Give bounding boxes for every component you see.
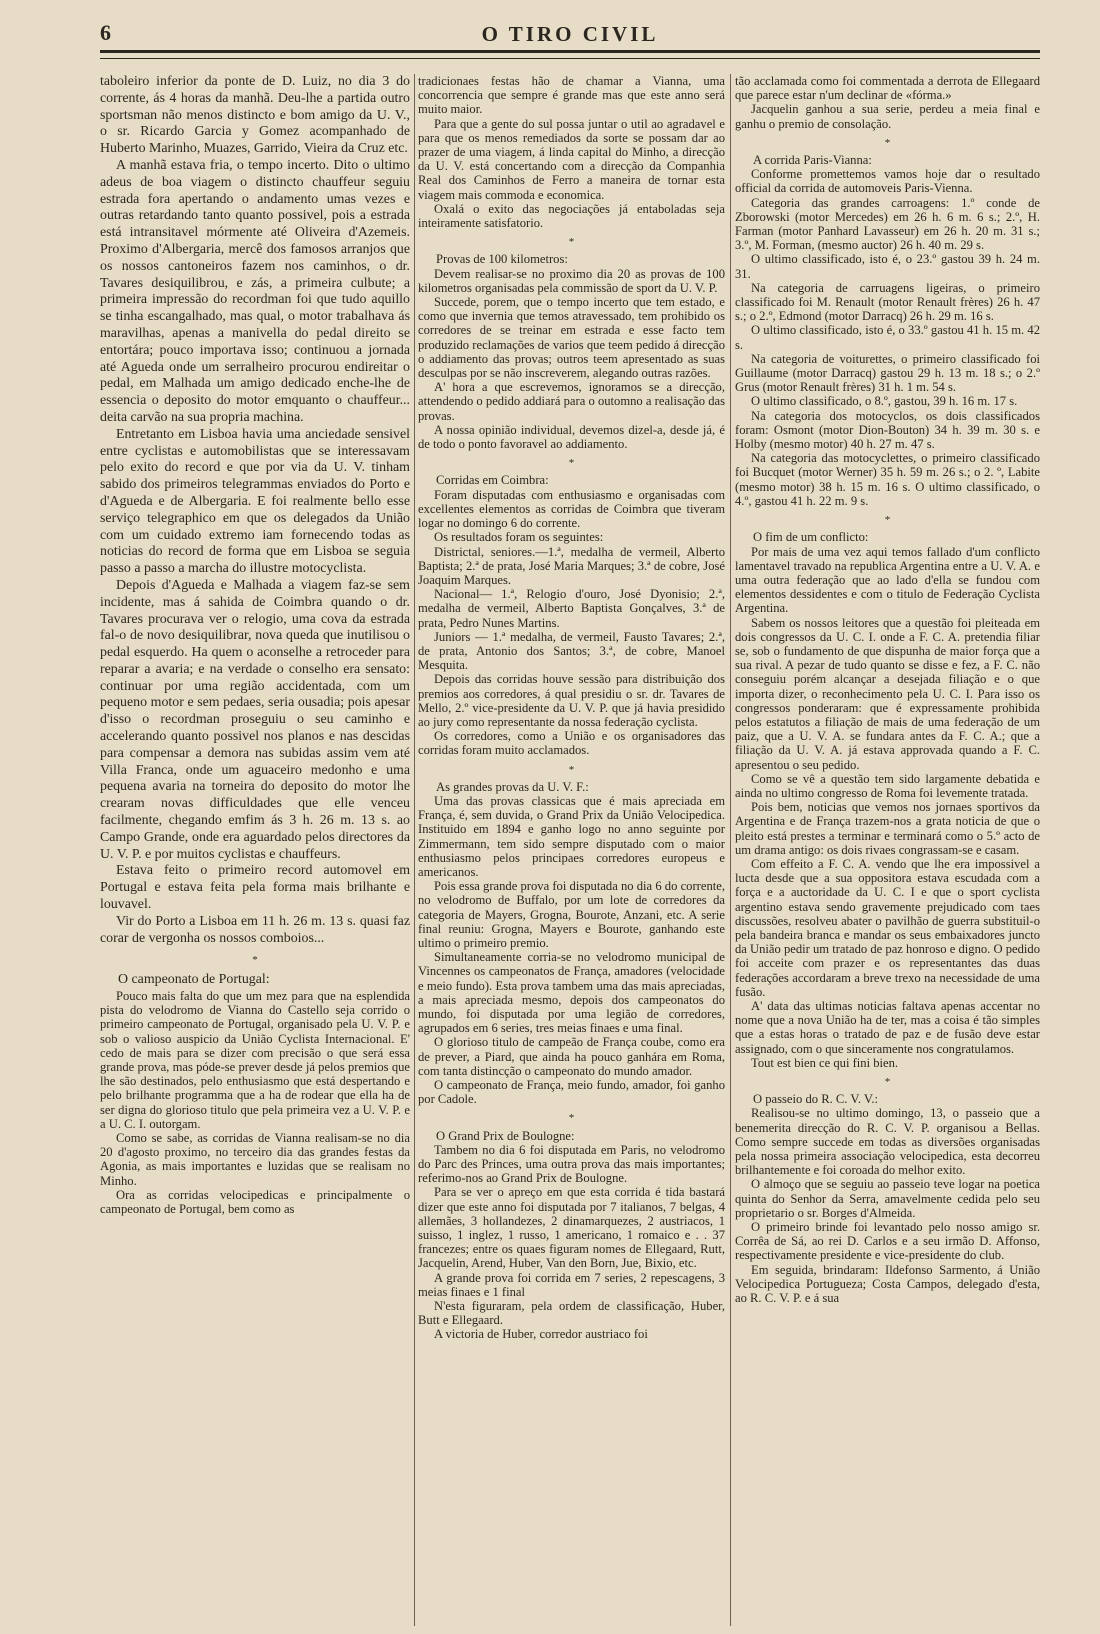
article-paragraph: Juniors — 1.ª medalha, de vermeil, Fausto Tavares; 2.ª, de prata, Antonio dos Santos; 3.ª, de cobre, Manoel Mesquita. bbox=[418, 629, 725, 673]
section-separator: * bbox=[568, 457, 575, 470]
article-paragraph: Na categoria de carruagens ligeiras, o primeiro classificado foi M. Renault (motor Renault frères) 26 h. 47 s.; o 2.º, Edmond (motor Darracq) 26 h. 29 m. 16 s. bbox=[735, 280, 1040, 324]
article-paragraph: Foram disputadas com enthusiasmo e organisadas com excellentes elementos as corridas de Coimbra que tiveram logar no domingo 6 do corrente. bbox=[418, 487, 725, 531]
column-1 bbox=[100, 74, 410, 1626]
article-paragraph: Jacquelin ganhou a sua serie, perdeu a meia final e ganhu o premio de consolação. bbox=[735, 102, 1040, 131]
section-heading: A corrida Paris-Vianna: bbox=[753, 153, 872, 168]
article-paragraph: Na categoria de voiturettes, o primeiro classificado foi Guillaume (motor Darracq) gastou 29 h. 13 m. 18 s.; o 2.º Grus (motor Renault frères) 31 h. 1 m. 54 s. bbox=[735, 351, 1040, 395]
article-paragraph: O campeonato de França, meio fundo, amador, foi ganho por Cadole. bbox=[418, 1078, 725, 1107]
article-paragraph: Tambem no dia 6 foi disputada em Paris, no velodromo do Parc des Princes, uma outra prova das mais importantes; referimo-nos ao Grand Prix de Boulogne. bbox=[418, 1142, 725, 1186]
article-paragraph: Na categoria das motocyclettes, o primeiro classificado foi Bucquet (motor Werner) 35 h. 59 m. 26 s.; o 2. º, Labite (mesmo motor) 38 h. 15 m. 16 s. O ultimo classificado, o 4.º, gastou 41 h. 22 m. 9 s. bbox=[735, 451, 1040, 508]
section-separator: * bbox=[568, 236, 575, 249]
article-paragraph: Os resultados foram os seguintes: bbox=[434, 530, 604, 545]
article-paragraph: A manhã estava fria, o tempo incerto. Dito o ultimo adeus de boa viagem o distincto chauffeur seguiu estrada fora apertando o andamento umas vezes e outras retardando tanto quanto possivel, pois a estrada está intransitavel mórmente até Oliveira d'Azemeis. Proximo d'Albergaria, mercê dos famosos arranjos que os nossos cantoneiros fazem nos caminhos, o dr. Tavares desiquilibrou, e zás, a primeira culbute; a primeira impressão do recordman foi que tudo aquillo se tinha escangalhado, mas qual, o motor trabalhava ás maravilhas, apenas a manivella do pedal direito se entortára; pouco importava isso; continuou a jornada até Agueda onde um serralheiro procurou endireitar o pedal, em Malhada um amigo dedicado enche-lhe de essencia o deposito do motor emquanto o chauffeur... deita carvão na sua propria machina. bbox=[100, 157, 410, 425]
article-paragraph: Sabem os nossos leitores que a questão foi pleiteada em dois congressos da U. C. I. onde a F. C. A. pretendia filiar se, sob o fundamento de que dispunha de maior força que a sua rival. A pezar de tudo quanto se disse e fez, a F. C. não conseguiu porém alcançar a desejada filiação e o que importa dizer, o reconhecimento pela U. C. I. Para isso os congressos ponderaram: que é expressamente prohibida pelos estatutos a filiação de mais de uma federação de um paiz, que a U. V. A. se fundara antes da F. C. A.; que a filiação da U. V. A. já estava approvada quando a F. C. apresentou o seu pedido. bbox=[735, 615, 1040, 772]
newspaper-title: O TIRO CIVIL bbox=[481, 22, 659, 46]
continued-text: taboleiro inferior da ponte de D. Luiz, no dia 3 do corrente, ás 4 horas da manhã. Deu-lhe a partida outro sportsman não menos distincto e bom amigo da U. V., o sr. Ricardo Garcia y Gomez acompanhado de Huberto Marinho, Muazes, Garrido, Vieira da Cruz etc. bbox=[100, 74, 410, 157]
section-separator: * bbox=[884, 514, 891, 527]
section-heading: Provas de 100 kilometros: bbox=[436, 252, 568, 267]
article-paragraph: Devem realisar-se no proximo dia 20 as provas de 100 kilometros organisadas pela commissão de sport da U. V. P. bbox=[418, 266, 725, 295]
continued-text: tradicionaes festas hão de chamar a Vianna, uma concorrencia que sempre é grande mas que este anno será muito maior. bbox=[418, 74, 725, 117]
article-paragraph: Para que a gente do sul possa juntar o util ao agradavel e para que os menos remediados da sorte se possam dar ao prazer de uma viagem, á linda capital do Minho, a direcção da U. V. está concertando com a direcção da Companhia Real dos Caminhos de Ferro a maneira de tornar esta viagem mais commoda e economica. bbox=[418, 116, 725, 202]
article-paragraph: Pois bem, noticias que vemos nos jornaes sportivos da Argentina e de França trazem-nos a grata noticia de que o pleito está prestes a terminar e terminará como o 5.º acto de um drama antigo: os dois rivaes congrassam-se e casam. bbox=[735, 800, 1040, 857]
article-paragraph: Com effeito a F. C. A. vendo que lhe era impossivel a lucta desde que a sua oppositora estava escudada com a força e a auctoridade da U. C. I e que o sport cyclista argentino estava sendo gravemente prejudicado com taes discussões, resolveu abater o pavilhão de guerra substituil-o pela bandeira branca e mandar os seus embaixadores juncto da União pedir um tratado de paz honroso e digno. O pedido foi acceite com prazer e os representantes das duas federações accordaram a breve trexo na necessidade de uma fusão. bbox=[735, 856, 1040, 999]
section-separator: * bbox=[252, 954, 258, 967]
section-heading: O passeio do R. C. V. V.: bbox=[753, 1092, 879, 1107]
article-paragraph: Tout est bien ce qui fini bien. bbox=[751, 1055, 899, 1070]
article-paragraph: Pois essa grande prova foi disputada no dia 6 do corrente, no velodromo de Buffalo, por um lote de corredores da categoria de Mayers, Grogna, Bourote, Anzani, etc. A serie final reuniu: Grogna, Mayers e Bourote, ganhando este ultimo o primeiro premio. bbox=[418, 879, 725, 950]
article-paragraph: Pouco mais falta do que um mez para que na esplendida pista do velodromo de Vianna do Castello seja corrido o primeiro campeonato de Portugal, organisado pela U. V. P. e sob o valioso auspicio da União Cyclista Internacional. E' cedo de mais para se dizer com precisão o que será essa grande prova, mas póde-se prever desde já pelos premios que lhe são destinados, pelo enthusiasmo que está despertando e pelo brilhante programma que a ha de rodear que ella ha de ser digna do glorioso titulo que pela primeira vez a U. V. P. e a U. C. I. outorgam. bbox=[100, 989, 410, 1131]
section-heading: O fim de um conflicto: bbox=[753, 530, 869, 545]
article-paragraph: O ultimo classificado, o 8.º, gastou, 39 h. 16 m. 17 s. bbox=[751, 394, 1018, 409]
article-paragraph: Uma das provas classicas que é mais apreciada em França, é, sem duvida, o Grand Prix da União Velocipedica. Instituido em 1894 e ganho logo no anno seguinte por Zimmermann, tem sido sempre disputado com o maior enthusiasmo pelos principaes corredores europeus e americanos. bbox=[418, 793, 725, 879]
article-paragraph: Ora as corridas velocipedicas e principalmente o campeonato de Portugal, bem como as bbox=[100, 1187, 410, 1217]
article-paragraph: Estava feito o primeiro record automovel em Portugal e estava feita pela forma mais brilhante e louvavel. bbox=[100, 863, 410, 913]
article-paragraph: O almoço que se seguiu ao passeio teve logar na poetica quinta do Senhor da Serra, amavelmente cedida pelo seu proprietario o sr. Borges d'Almeida. bbox=[735, 1177, 1040, 1220]
article-paragraph: Districtal, seniores.—1.ª, medalha de vermeil, Alberto Baptista; 2.ª de prata, José Maria Marques; 3.ª de cobre, José Joaquim Marques. bbox=[418, 544, 725, 587]
masthead bbox=[100, 20, 1040, 46]
section-separator: * bbox=[568, 763, 575, 776]
article-paragraph: Vir do Porto a Lisboa em 11 h. 26 m. 13 s. quasi faz corar de vergonha os nossos comboios... bbox=[100, 913, 410, 946]
article-paragraph: A nossa opinião individual, devemos dizel-a, desde já, é de todo o ponto favoravel ao addiamento. bbox=[418, 422, 725, 452]
article-paragraph: O glorioso titulo de campeão de França coube, como era de prever, a Piard, que ainda ha pouco ganhára em Roma, com tanta distincção o campeonato do mundo amador. bbox=[418, 1035, 725, 1078]
article-paragraph: Succede, porem, que o tempo incerto que tem estado, e como que invernia que temos atravessado, tem prohibido os corredores de se treinar em estrada e esse facto tem produzido reclamações de varios que teem pedido á direcção o addiamento das provas; outros teem apresentado as suas desculpas por se não inscreverem, alegando outras razões. bbox=[418, 295, 725, 381]
article-paragraph: Os corredores, como a União e os organisadores das corridas foram muito acclamados. bbox=[418, 729, 725, 758]
article-paragraph: Depois das corridas houve sessão para distribuição dos premios aos corredores, á qual presidiu o sr. dr. Tavares de Mello, 2.º vice-presidente da U. V. P. que já havia presidido ao jury como representante da nossa federação cyclista. bbox=[418, 672, 725, 729]
continued-text: tão acclamada como foi commentada a derrota de Ellegaard que parece estar n'um declinar de «fórma.» bbox=[735, 74, 1040, 103]
article-paragraph: Entretanto em Lisboa havia uma anciedade sensivel entre cyclistas e automobilistas que se interessavam pelo exito do record e que por via da U. V. tinham sabido dos primeiros telegrammas enviados do Porto e d'Agueda e de Albergaria. E foi realmente bello esse serviço telegraphico em que os delegados da União com um cuidado extremo iam fornecendo todas as noticias do record de forma que em Lisboa se seguia passo a passo a marcha do illustre motocyclista. bbox=[100, 426, 410, 577]
article-paragraph: O ultimo classificado, isto é, o 33.º gastou 41 h. 15 m. 42 s. bbox=[735, 323, 1040, 352]
article-paragraph: Conforme promettemos vamos hoje dar o resultado official da corrida de automoveis Paris-Vienna. bbox=[735, 167, 1040, 196]
article-paragraph: Em seguida, brindaram: Ildefonso Sarmento, á União Velocipedica Portugueza; Costa Campos, delegado d'esta, ao R. C. V. P. e á sua bbox=[735, 1262, 1040, 1306]
article-paragraph: Para se ver o apreço em que esta corrida é tida bastará dizer que este anno foi disputada por 7 italianos, 7 belgas, 4 allemães, 3 hollandezes, 2 dinamarquezes, 2 austriacos, 1 suisso, 1 inglez, 1 russo, 1 americano, 1 romaico e . . 37 francezes; entre os quaes figuram nomes de Ellegaard, Rutt, Jacquelin, Arend, Huber, Van den Born, Jue, Bixio, etc. bbox=[418, 1185, 725, 1271]
column-2 bbox=[418, 74, 725, 1626]
section-heading: Corridas em Coimbra: bbox=[436, 473, 549, 488]
section-heading: As grandes provas da U. V. F.: bbox=[436, 779, 589, 794]
section-heading: O Grand Prix de Boulogne: bbox=[436, 1128, 575, 1143]
column-divider bbox=[414, 74, 415, 1626]
section-separator: * bbox=[568, 1112, 575, 1125]
article-paragraph: Depois d'Agueda e Malhada a viagem faz-se sem incidente, mas á sahida de Coimbra quando o dr. Tavares procurava ver o relogio, uma cova da estrada fal-o de novo desiquilibrar, nova queda que inutilisou o pedal esquerdo. Ha quem o aconselhe a retroceder para reparar a avaria; e na verdade o conselho era sensato: continuar por uma região accidentada, com um pequeno motor e sem pedaes, seria ousadia; pois apesar d'isso o recordman proseguiu o seu caminho e accelerando quanto possivel nos planos e nas descidas para compensar a demora nas subidas assim vem até Villa Franca, onde um aguaceiro medonho e uma pequena avaria na torneira do deposito do motor lhe crearam novas difficuldades que elle venceu facilmente, chegando emfim ás 3 h. 26 m. 13 s. ao Campo Grande, onde era aguardado pelos directores da U. V. P. e por muitos cyclistas e chauffeurs. bbox=[100, 577, 410, 862]
article-paragraph: Oxalá o exito das negociações já entaboladas seja inteiramente satisfatorio. bbox=[418, 201, 725, 231]
article-paragraph: Na categoria dos motocyclos, os dois classificados foram: Osmont (motor Dion-Bouton) 34 h. 39 m. 30 s. e Holby (mesmo motor) 40 h. 27 m. 47 s. bbox=[735, 408, 1040, 452]
article-paragraph: A' hora a que escrevemos, ignoramos se a direcção, attendendo o pedido addiará para o outomno a realisação das provas. bbox=[418, 380, 725, 423]
section-heading: O campeonato de Portugal: bbox=[118, 972, 270, 988]
masthead-rule bbox=[100, 50, 1040, 59]
article-paragraph: Nacional— 1.ª, Relogio d'ouro, José Dyonisio; 2.ª, medalha de vermeil, Alberto Baptista Gonçalves, 3.ª de prata, Pedro Nunes Martins. bbox=[418, 587, 725, 630]
article-paragraph: O ultimo classificado, isto é, o 23.º gastou 39 h. 24 m. 31. bbox=[735, 252, 1040, 281]
article-paragraph: Por mais de uma vez aqui temos fallado d'um conflicto lamentavel travado na republica Argentina entre a U. V. A. e uma outra federação que ao lado d'ella se fundou com elementos dessidentes e com o titulo de Federação Cyclista Argentina. bbox=[735, 544, 1040, 616]
article-paragraph: Categoria das grandes carroagens: 1.º conde de Zborowski (motor Mercedes) em 26 h. 6 m. 6 s.; 2.º, H. Farman (motor Panhard Lavasseur) em 26 h. 20 m. 31 s.; 3.º, M. Forman, (mesmo auctor) 26 h. 40 m. 29 s. bbox=[735, 195, 1040, 253]
article-paragraph: A grande prova foi corrida em 7 series, 2 repescagens, 3 meias finaes e 1 final bbox=[418, 1270, 725, 1299]
article-paragraph: Como se vê a questão tem sido largamente debatida e ainda no ultimo congresso de Roma foi levemente tratada. bbox=[735, 771, 1040, 800]
article-paragraph: Realisou-se no ultimo domingo, 13, o passeio que a benemerita direcção do R. C. V. P. organisou a Bellas. Como sempre succede em todas as diversões organisadas pela nossa primeira associação velocipedica, esta decorreu brilhantemente e foi coroada do melhor exito. bbox=[735, 1106, 1040, 1178]
article-paragraph: Como se sabe, as corridas de Vianna realisam-se no dia 20 d'agosto proximo, no terceiro dia das grandes festas da Agonia, as mais importantes e luzidas que se realisam no Minho. bbox=[100, 1131, 410, 1188]
page-number: 6 bbox=[100, 20, 111, 45]
article-paragraph: A victoria de Huber, corredor austriaco foi bbox=[434, 1327, 648, 1342]
column-divider bbox=[730, 74, 731, 1626]
section-separator: * bbox=[884, 1076, 891, 1089]
article-paragraph: A' data das ultimas noticias faltava apenas accentar no nome que a nova União ha de ter, mas a coisa é tão simples que a estas horas o tratado de paz e de fusão deve estar assignado, com o que sinceramente nos congratulamos. bbox=[735, 999, 1040, 1056]
article-paragraph: N'esta figuraram, pela ordem de classificação, Huber, Butt e Ellegaard. bbox=[418, 1299, 725, 1328]
column-3 bbox=[735, 74, 1040, 1626]
section-separator: * bbox=[884, 136, 891, 149]
article-paragraph: O primeiro brinde foi levantado pelo nosso amigo sr. Corrêa de Sá, ao rei D. Carlos e a seu irmão D. Affonso, respectivamente presidente e vice-presidente do club. bbox=[735, 1220, 1040, 1263]
article-paragraph: Simultaneamente corria-se no velodromo municipal de Vincennes os campeonatos de França, amadores (velocidade e meio fundo). Esta prova tambem uma das mais apreciadas, a mais apreciada mesmo, depois dos campeonatos do mundo, foi disputada por uma legião de corredores, agrupados em 6 series, tres meias finaes e uma final. bbox=[418, 950, 725, 1036]
